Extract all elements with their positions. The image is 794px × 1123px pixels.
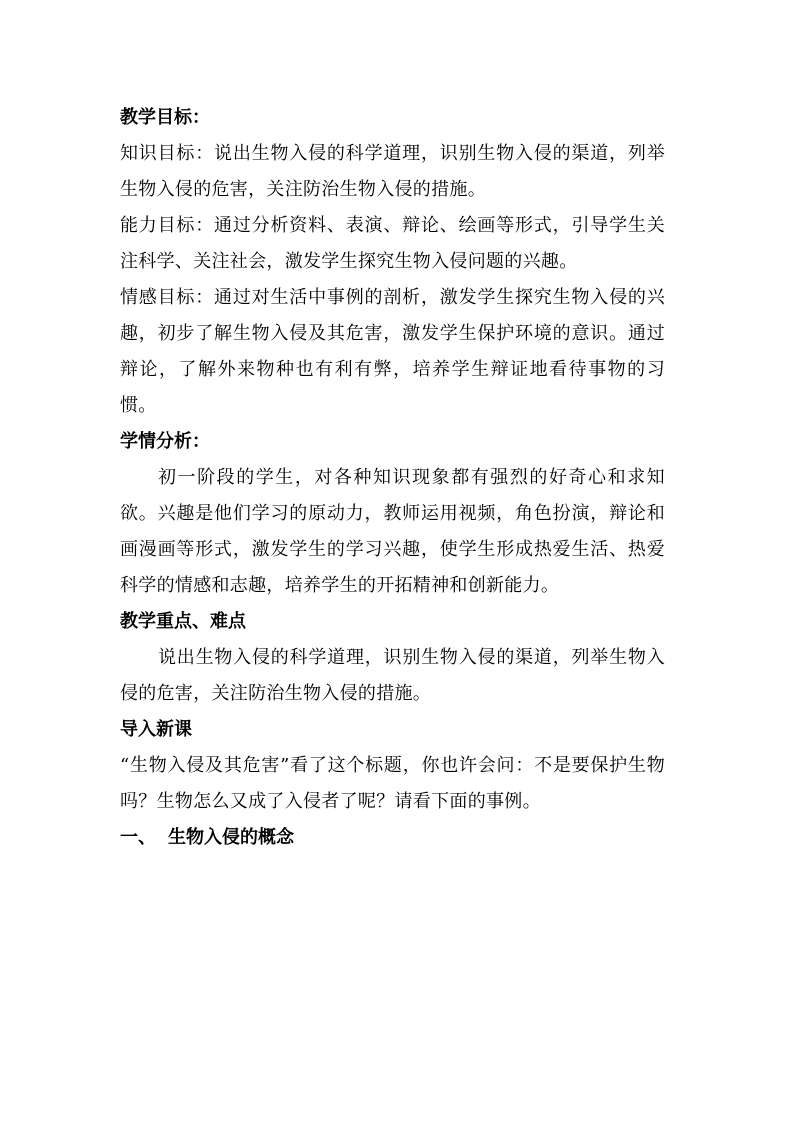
keypoints-heading: 教学重点、难点 [120,611,246,632]
document-page [120,100,665,856]
objectives-heading: 教学目标： [120,107,210,128]
analysis-text: 初一阶段的学生，对各种知识现象都有强烈的好奇心和求知欲。兴趣是他们学习的原动力，教师运用视频，角色扮演，辩论和画漫画等形式，激发学生的学习兴趣，使学生形成热爱生活、热爱科学的情感和志趣，培养学生的开拓精神和创新能力。 [120,467,665,596]
section-number: 一、 [120,827,156,848]
analysis-heading: 学情分析： [120,431,210,452]
keypoints-text: 说出生物入侵的科学道理，识别生物入侵的渠道，列举生物入侵的危害，关注防治生物入侵的措施。 [120,647,665,704]
ability-objective: 能力目标：通过分析资料、表演、辩论、绘画等形式，引导学生关注科学、关注社会，激发学生探究生物入侵问题的兴趣。 [120,215,665,272]
section-title: 生物入侵的概念 [168,827,294,848]
emotion-objective: 情感目标：通过对生活中事例的剖析，激发学生探究生物入侵的兴趣，初步了解生物入侵及其危害，激发学生保护环境的意识。通过辩论，了解外来物种也有利有弊，培养学生辩证地看待事物的习惯。 [120,287,665,416]
knowledge-objective: 知识目标：说出生物入侵的科学道理，识别生物入侵的渠道，列举生物入侵的危害，关注防治生物入侵的措施。 [120,143,665,200]
intro-text: “生物入侵及其危害”看了这个标题，你也许会问：不是要保护生物吗？生物怎么又成了入侵者了呢？请看下面的事例。 [120,755,665,812]
intro-heading: 导入新课 [120,719,192,740]
section-heading [120,820,665,856]
